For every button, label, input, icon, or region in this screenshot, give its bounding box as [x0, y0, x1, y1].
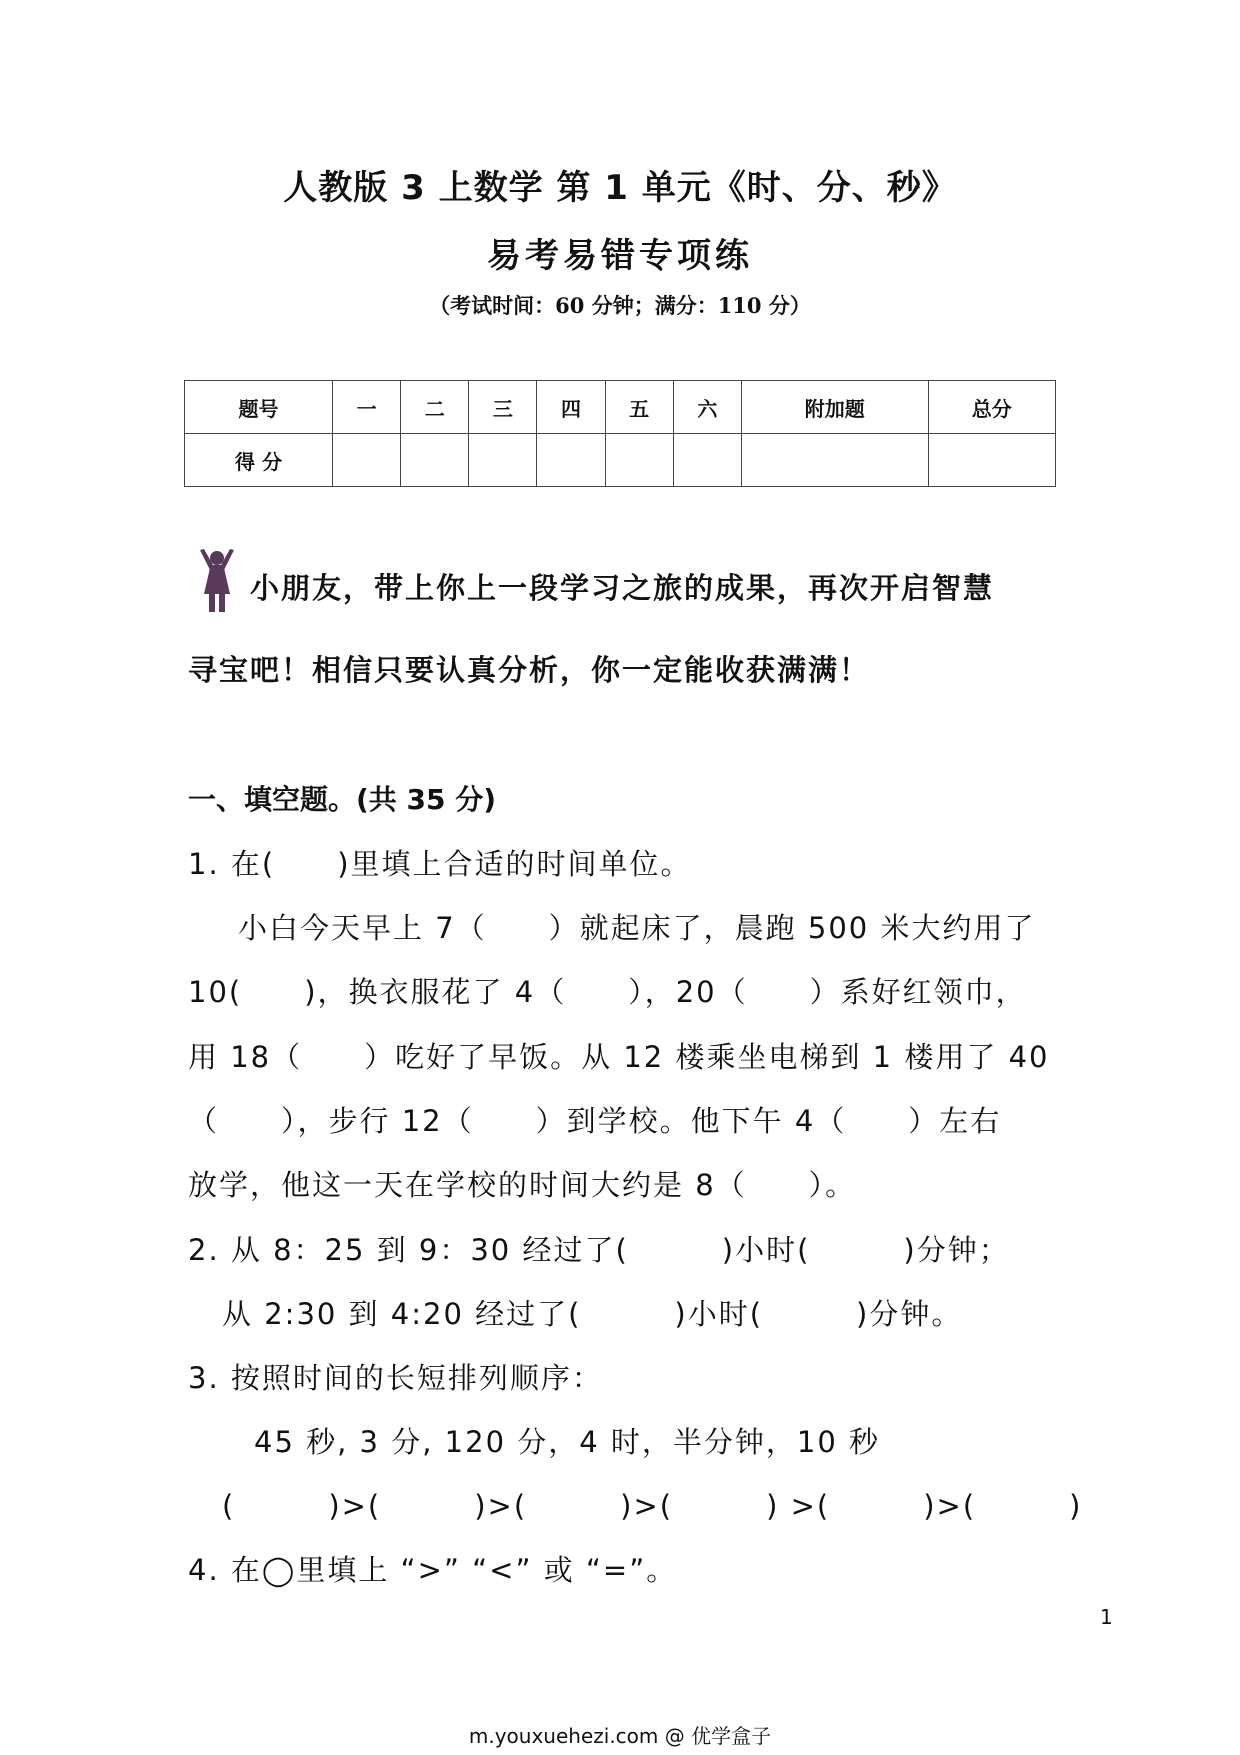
section-1-heading: 一、填空题。(共 35 分) [188, 783, 497, 816]
question-1-line: 小白今天早上 7（ ）就起床了，晨跑 500 米大约用了 [238, 911, 1036, 945]
score-cell[interactable] [605, 434, 673, 487]
table-header-cell: 一 [333, 381, 401, 434]
question-3-items: 45 秒, 3 分, 120 分，4 时，半分钟，10 秒 [254, 1425, 881, 1459]
question-1-line: 用 18（ ）吃好了早饭。从 12 楼乘坐电梯到 1 楼用了 40 [188, 1040, 1050, 1074]
question-1-prompt: 1. 在( )里填上合适的时间单位。 [188, 847, 692, 881]
score-table [184, 380, 1056, 487]
table-header-cell: 题号 [185, 381, 333, 434]
score-row-label: 得 分 [185, 434, 333, 487]
table-header-cell: 二 [401, 381, 469, 434]
question-2-line-1: 2. 从 8：25 到 9：30 经过了( )小时( )分钟； [188, 1233, 1010, 1267]
score-cell[interactable] [401, 434, 469, 487]
table-header-cell: 三 [469, 381, 537, 434]
table-header-cell: 四 [537, 381, 605, 434]
question-4-prompt: 4. 在◯里填上 “>” “<” 或 “=”。 [188, 1553, 678, 1587]
title-line-2: 易考易错专项练 [487, 236, 753, 276]
question-2-line-2: 从 2:30 到 4:20 经过了( )小时( )分钟。 [222, 1297, 963, 1331]
question-3-blanks: ( )>( )>( )>( ) >( )>( ) [222, 1489, 1083, 1523]
page-number: 1 [1100, 1605, 1113, 1629]
intro-line-1: 小朋友，带上你上一段学习之旅的成果，再次开启智慧 [250, 571, 995, 605]
score-cell[interactable] [741, 434, 928, 487]
question-3-prompt: 3. 按照时间的长短排列顺序： [188, 1361, 603, 1395]
score-cell[interactable] [928, 434, 1055, 487]
score-cell[interactable] [673, 434, 741, 487]
table-header-cell: 总分 [928, 381, 1055, 434]
cheering-girl-icon [196, 548, 238, 614]
table-header-cell: 六 [673, 381, 741, 434]
score-cell[interactable] [469, 434, 537, 487]
title-line-1: 人教版 3 上数学 第 1 单元《时、分、秒》 [283, 168, 957, 208]
footer-watermark: m.youxuehezi.com @ 优学盒子 [468, 1724, 772, 1748]
score-cell[interactable] [537, 434, 605, 487]
question-1-line: 放学，他这一天在学校的时间大约是 8（ ）。 [188, 1168, 857, 1202]
table-header-cell: 附加题 [741, 381, 928, 434]
question-1-line: （ ），步行 12（ ）到学校。他下午 4（ ）左右 [188, 1104, 1002, 1138]
score-cell[interactable] [333, 434, 401, 487]
table-header-cell: 五 [605, 381, 673, 434]
intro-line-2: 寻宝吧！相信只要认真分析，你一定能收获满满！ [188, 653, 871, 687]
score-table-score-row [185, 434, 1056, 487]
question-1-line: 10( )，换衣服花了 4（ ），20（ ）系好红领巾， [188, 975, 1027, 1009]
score-table-header-row [185, 381, 1056, 434]
exam-info: （考试时间：60 分钟；满分：110 分） [429, 293, 811, 318]
